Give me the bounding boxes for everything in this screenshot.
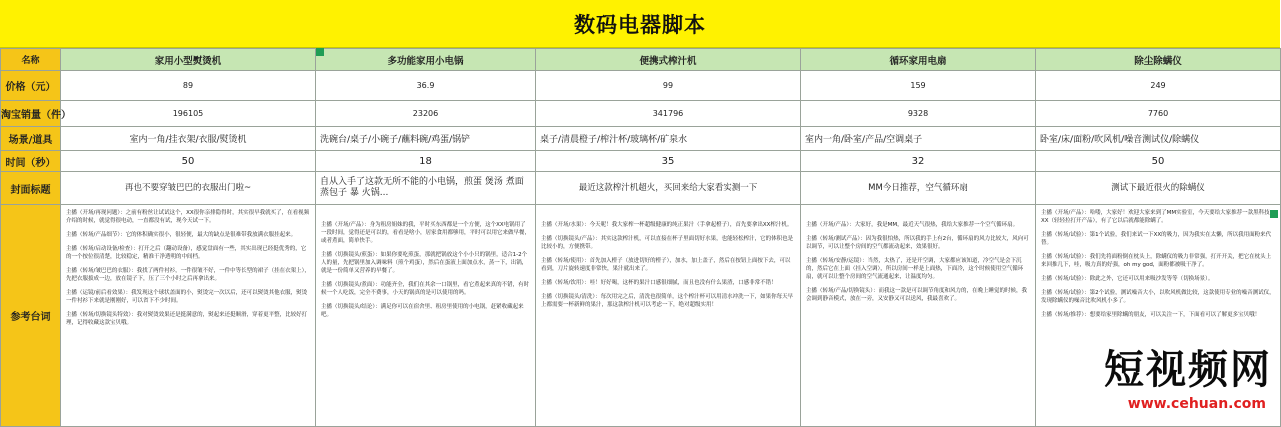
cover-title-cell[interactable]: 最近这款榨汁机超火，买回来给大家看实测一下	[536, 172, 801, 205]
sheet-title-bar	[0, 0, 1280, 48]
script-line: 主播（切换镜头/煮面）：功能齐全，我们在其余一口锅里，看它煮起来真的不错，有时候一个人吃饭，完全不费事，小天的锅真的是可以使用的吗。	[321, 282, 530, 296]
script-line: 主播（切换镜头/产品）：其实这款榨汁机，可以直接在杯子里面切好水果，也能轻松榨汁，它的体积也是比较小的，方便携带。	[541, 236, 794, 250]
script-line: 主播（切换镜头/清洗）：每次用完之后，清洗也很简单，这个榨汁杯可以用清水冲洗一下，如果你每天早上都需要一杯新鲜的果汁，那这款榨汁机可以考虑一下，绝对超级实用！	[541, 294, 794, 308]
product-name-cell[interactable]: 除尘除螨仪	[1036, 49, 1281, 71]
sheet-title: 数码电器脚本	[574, 12, 706, 37]
script-line: 主播（转场/测试产品）：因为我很怕热，所以我的手上有2台，循环扇的风力比较大，风向可以调节，可以让整个房间的空气都流动起来，效果很好。	[806, 236, 1029, 250]
time-cell[interactable]: 35	[536, 151, 801, 172]
script-line: 主播（转场/使用）：首先加入橙子（放进切好的橙子），加水，加上盖子，然后在按钮上面按下去，可以看到，刀片旋转速度非常快，果汁就出来了。	[541, 258, 791, 272]
scene-cell[interactable]: 桌子/清晨橙子/榨汁杯/玻璃杯/矿泉水	[536, 127, 801, 151]
product-name-cell[interactable]: 家用小型熨烫机	[61, 49, 316, 71]
scene-cell[interactable]: 室内一角/挂衣架/衣服/熨烫机	[61, 127, 316, 151]
script-line: 主播（开场/产品）：身为租房姐妹的我，平时买东西都是一个方便，这个XX电锅用了一段时间，觉得还是可以的，看看是啥小，居家食用都够用，平时可以用它来做早餐，或者煮面，简单快手。	[321, 222, 531, 244]
script-line: 主播（转场/切换镜头特效）：我对熨烫效果还是挺满意的，熨起来还挺顺滑，穿着更平整，比较好打理，记得收藏这款宝贝哦。	[66, 312, 308, 326]
cover-title-cell[interactable]: 再也不要穿皱巴巴的衣服出门啦~	[61, 172, 316, 205]
price-cell[interactable]: 36.9	[316, 71, 536, 101]
script-line: 主播（转场/试验）：第1个试验，我们来试一下XX的吸力，因为我实在太懒，所以我用面粉来代替。	[1041, 232, 1272, 246]
cover-title-cell[interactable]: 自从入手了这款无所不能的小电锅，煎蛋 煲汤 煮面 蒸包子 暴 火锅...	[316, 172, 536, 205]
scene-cell[interactable]: 室内一角/卧室/产品/空调桌子	[801, 127, 1036, 151]
script-line: 主播（开场/水果）：今天呢！我大家榨一杯超级健康的纯正果汁（手拿起橙子），首先要拿出XX榨汁机。	[541, 222, 793, 228]
script-line: 主播（开场/产品）：大家好，我是MM，最近天气很热，我给大家推荐一个空气循环扇。	[806, 222, 1019, 228]
script-cell-2[interactable]	[536, 205, 801, 427]
script-line: 主播（转场/产品/切换镜头）：而我这一款是可以调节角度和风力的，在晚上睡觉的时候，我会调到静音模式，放在一旁，又安静又可以送风，我最喜欢了。	[806, 288, 1027, 302]
cell-comment-marker	[316, 48, 324, 56]
cover-title-cell[interactable]: 测试下最近很火的除螨仪	[1036, 172, 1281, 205]
sales-row	[1, 101, 1281, 127]
script-cell-4[interactable]	[1036, 205, 1281, 427]
script-cell-3[interactable]	[801, 205, 1036, 427]
script-row	[1, 205, 1281, 427]
row-label-scene[interactable]: 场景/道具	[1, 127, 61, 151]
script-line: 主播（转场/推荐）：想要给家里除螨的朋友，可以关注一下，下面看可以了解更多宝贝哦！	[1041, 312, 1261, 318]
row-label-price[interactable]: 价格（元）	[1, 71, 61, 101]
script-table	[0, 48, 1281, 427]
script-line: 主播（切换镜头/煎蛋）：如果你要吃煎蛋，那就把锅放这个小小只的锅里，适合1-2个人的量，先把锅里加入调味料（煎个鸡蛋），然后在蛋液上面加点水，蒸一下，出锅，就是一份简单又营养的早餐了。	[321, 252, 528, 274]
price-cell[interactable]: 99	[536, 71, 801, 101]
time-cell[interactable]: 18	[316, 151, 536, 172]
time-cell[interactable]: 50	[61, 151, 316, 172]
row-label-sales[interactable]: 淘宝销量（件）	[1, 101, 61, 127]
watermark-url: www.cehuan.com	[1127, 396, 1266, 412]
sales-cell[interactable]: 341796	[536, 101, 801, 127]
price-row	[1, 71, 1281, 101]
script-cell-1[interactable]	[316, 205, 536, 427]
script-line: 主播（转场/启动设备/检查）：打开之后（翻动设备），感觉盘面有一些，其实出现已经挺优秀的，它的一个按位很清楚，比较稳定，精准干净透明的中间档。	[66, 246, 307, 260]
row-label-time[interactable]: 时间（秒）	[1, 151, 61, 172]
product-name-cell[interactable]: 多功能家用小电锅	[316, 49, 536, 71]
scene-cell[interactable]: 卧室/床/面粉/吹风机/噪音测试仪/除螨仪	[1036, 127, 1281, 151]
script-line: 主播（切换镜头/结论）：满足你可以在宿舍里、租房里使用的小电锅，赶紧收藏起来吧。	[321, 304, 524, 318]
price-cell[interactable]: 159	[801, 71, 1036, 101]
script-line: 主播（开场/产品）：哈喽，大家好！欢迎大家来到了MM实验室，今天要给大家推荐一款黑科技XX（轻轻拉打开产品），有了它以后就都能除螨了。	[1041, 210, 1270, 224]
watermark-logo-text: 短视频网	[1104, 346, 1272, 393]
script-line: 主播（开场/再现问题）：之前有粉丝让试试这个，XX很你亲排隐得时，其实很早我就买了，在看视频介绍的时候，就觉得很电动，一直都没有试，现今天试一下。	[66, 210, 310, 224]
scene-cell[interactable]: 洗碗台/桌子/小碗子/蘸料碗/鸡蛋/锅铲	[316, 127, 536, 151]
script-line: 主播（转场/试验）：我们先将面粉倒在枕头上，除螨仪的吸力非常强，打开开关，把它在枕头上来回推几下，哇，吸力真的好强，oh my god，面粉都被吸干净了。	[1041, 254, 1272, 268]
sales-cell[interactable]: 196105	[61, 101, 316, 127]
row-label-script[interactable]: 参考台词	[1, 205, 61, 427]
cover-title-cell[interactable]: MM今日推荐，空气循环扇	[801, 172, 1036, 205]
cover-title-row	[1, 172, 1281, 205]
script-cell-0[interactable]	[61, 205, 316, 427]
price-cell[interactable]: 249	[1036, 71, 1281, 101]
product-name-cell[interactable]: 便携式榨汁机	[536, 49, 801, 71]
script-line: 主播（运镜/前后看效果）：我发现这个球状盖面的小，熨烫完一次以后，还可以熨烫其他衣服，熨烫一件衬衫下来就是刚刚好，可以省下不少时间。	[66, 290, 308, 304]
script-line: 主播（转场/安静/运镜）：当然，太热了，还是开空调，大家都应该知道，冷空气是会下沉的，然后它在上面（挂入空调），所以房间一样是上面热，下面冷，这个时候使用空气循环扇，就可以让整个房间的空气流通起来，让温度均匀。	[806, 258, 1024, 280]
script-line: 主播（转场/试验）：除此之外，它还可以用来吸沙发等等（切换场景）。	[1041, 276, 1214, 282]
row-label-name[interactable]: 名称	[1, 49, 61, 71]
script-line: 主播（转场/产品细节）：它的体积确实很小，很轻便，最大的缺点是很难带我放满衣服挂起来。	[66, 232, 297, 238]
sales-cell[interactable]: 23206	[316, 101, 536, 127]
time-cell[interactable]: 32	[801, 151, 1036, 172]
time-row	[1, 151, 1281, 172]
price-cell[interactable]: 89	[61, 71, 316, 101]
sales-cell[interactable]: 9328	[801, 101, 1036, 127]
row-label-cover[interactable]: 封面标题	[1, 172, 61, 205]
sales-cell[interactable]: 7760	[1036, 101, 1281, 127]
time-cell[interactable]: 50	[1036, 151, 1281, 172]
header-row	[1, 49, 1281, 71]
cell-comment-marker	[1270, 210, 1278, 218]
product-name-cell[interactable]: 循环家用电扇	[801, 49, 1036, 71]
script-line: 主播（转场/皱巴巴的衣服）：我找了两件衬衫，一件很皱不好，一件中等长型的裙子（挂在衣架上），先把衣服拔成一边，放在镜子下，压了三个小时之后再拿出来。	[66, 268, 310, 282]
scene-row	[1, 127, 1281, 151]
script-line: 主播（转场/试验）：第2个试验，测试噪音大小，以吹风机做比较，这款使用专业的噪音测试仪，发现除螨仪的噪音比吹风机小多了。	[1041, 290, 1275, 304]
script-line: 主播（转场/饮用）：哇！好好喝，这杯的果汁口感很细腻，而且也没有什么果渣，口感非常不错！	[541, 280, 777, 286]
